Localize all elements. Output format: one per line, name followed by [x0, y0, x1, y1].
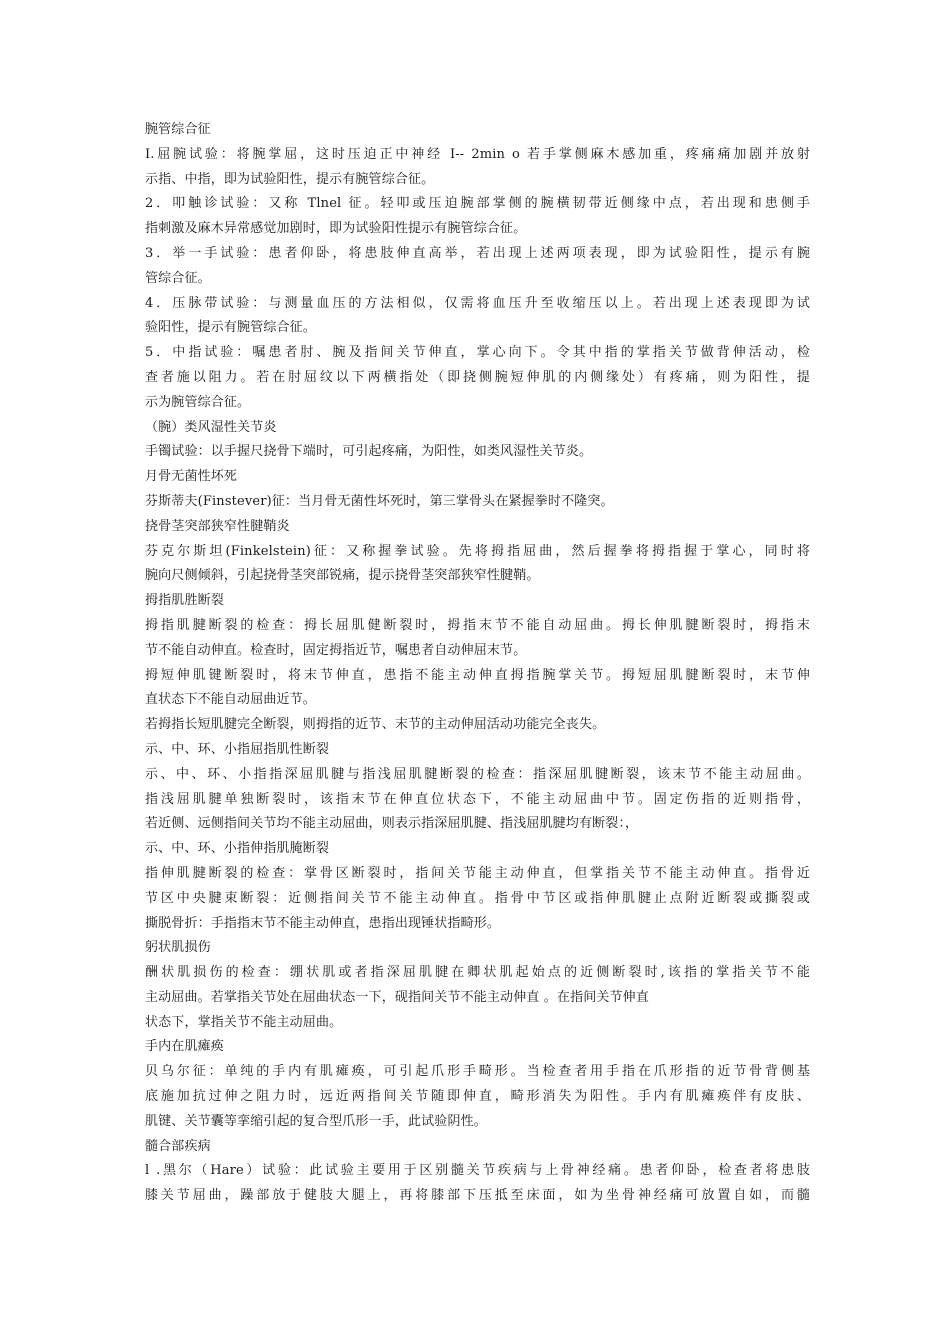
text-line: 5．中指试验：嘱患者肘、腕及指间关节伸直，掌心向下。令其中指的掌指关节做背伸活动，检	[145, 345, 810, 361]
text-line: 肌键、关节囊等挛缩引起的复合型爪形一手，此试验阴性。	[145, 1113, 487, 1129]
text-line: 指伸肌腱断裂的检查：掌骨区断裂时，指间关节能主动伸直，但掌指关节不能主动伸直。指骨近	[145, 865, 810, 881]
text-line: 月骨无菌性坏死	[145, 469, 238, 485]
document-body	[145, 118, 810, 1209]
text-line: 指浅屈肌腱单独断裂时，该指末节在伸直位状态下，不能主动屈曲中节。固定伤指的近则指骨，	[145, 791, 810, 807]
text-line: 拇指肌胜断裂	[145, 593, 224, 609]
text-line: 示、中、环、小指屈指肌性断裂	[145, 741, 330, 757]
text-line: （腕）类风湿性关节炎	[145, 419, 277, 435]
text-line: 挠骨茎突部狭窄性腱鞘炎	[145, 518, 290, 534]
text-line: 拇指肌腱断裂的检查：拇长屈肌健断裂时，拇指末节不能自动屈曲。拇长伸肌腱断裂时，拇指末	[145, 617, 810, 633]
text-line: 示、中、环、小指指深屈肌腱与指浅屈肌腱断裂的检查：指深屈肌腱断裂，该末节不能主动屈曲。	[145, 766, 810, 782]
text-line: 底施加抗过伸之阻力时，远近两指间关节随即伸直，畸形消失为阳性。手内有肌瘫痪伴有皮肤、	[145, 1089, 810, 1105]
text-line: 腕管综合征	[145, 122, 211, 137]
text-line: 示、中、环、小指伸指肌腌断裂	[145, 841, 330, 857]
text-line: 芬克尔斯坦(Finkelstein)征：又称握拳试验。先将拇指屈曲，然后握拳将拇指握于掌心，同时将	[145, 543, 810, 559]
text-line: 膝关节屈曲，躁部放于健肢大腿上，再将膝部下压抵至床面，如为坐骨神经痛可放置自如，而髓	[145, 1188, 810, 1204]
text-line: 撕脱骨折：手指指末节不能主动伸直，患指出现锤状指畸形。	[145, 915, 501, 931]
text-line: 管综合征。	[145, 270, 211, 286]
text-line: 若拇指长短肌腱完全断裂，则拇指的近节、末节的主动伸屈活动功能完全丧失。	[145, 717, 606, 733]
text-line: 酬状肌损伤的检查：绷状肌或者指深屈肌腱在卿状肌起始点的近侧断裂时,该指的掌指关节不能	[145, 965, 810, 981]
text-line: 状态下，掌指关节不能主动屈曲。	[145, 1014, 343, 1030]
text-line: 直状态下不能自动屈曲近节。	[145, 692, 316, 708]
text-line: 躬状肌损伤	[145, 940, 211, 956]
text-line: 主动屈曲。若掌指关节处在屈曲状态一下，砚指间关节不能主动伸直 。在指间关节伸直	[145, 989, 649, 1005]
text-line: 示指、中指，即为试验阳性，提示有腕管综合征。	[145, 171, 435, 187]
text-line: 手内在肌瘫痪	[145, 1039, 224, 1055]
text-line: 手镯试验：以手握尺挠骨下端时，可引起疼痛，为阳性，如类风湿性关节炎。	[145, 444, 593, 460]
text-line: 若近侧、远侧指间关节均不能主动屈曲，则表示指深屈肌腱、指浅屈肌腱均有断裂：，	[145, 816, 639, 832]
text-line: l .黑尔（Hare）试验：此试验主要用于区别髓关节疾病与上骨神经痛。患者仰卧，检查者将患肢	[145, 1163, 810, 1179]
text-line: 节不能自动伸直。检查时，固定拇指近节，嘱患者自动伸屈末节。	[145, 642, 527, 658]
text-line: 3．举一手试验：患者仰卧，将患肢伸直高举，若出现上述两项表现，即为试验阳性，提示有腕	[145, 245, 810, 261]
text-line: 节区中央腱束断裂：近侧指间关节不能主动伸直。指骨中节区或指伸肌腱止点附近断裂或撕裂或	[145, 890, 810, 906]
text-line: 拇短伸肌键断裂时，将末节伸直，患指不能主动伸直拇指腕掌关节。拇短屈肌腱断裂时，末节伸	[145, 667, 810, 683]
text-line: 芬斯蒂夫(Finstever)征：当月骨无菌性坏死时，第三掌骨头在紧握拳时不隆突。	[145, 493, 614, 509]
text-line: I.屈腕试验：将腕掌屈，这时压迫正中神经 I-- 2min o 若手掌侧麻木感加重，疼痛痛加剧并放射	[145, 146, 810, 162]
text-line: 2．叩触诊试验：又称 Tlnel 征。轻叩或压迫腕部掌侧的腕横韧带近侧缘中点，若出现和患侧手	[145, 196, 810, 212]
text-line: 髓合部疾病	[145, 1138, 211, 1154]
text-line: 查者施以阻力。若在肘屈纹以下两横指处（即挠侧腕短伸肌的内侧缘处）有疼痛，则为阳性，提	[145, 369, 810, 385]
text-line: 示为腕管综合征。	[145, 394, 251, 410]
text-line: 4．压脉带试验：与测量血压的方法相似，仅需将血压升至收缩压以上。若出现上述表现即为试	[145, 295, 810, 311]
text-line: 验阳性，提示有腕管综合征。	[145, 320, 316, 336]
text-line: 腕向尺侧倾斜，引起挠骨茎突部锐痛，提示挠骨茎突部狭窄性腱鞘。	[145, 568, 540, 584]
text-line: 指刺激及麻木异常感觉加剧时，即为试验阳性提示有腕管综合征。	[145, 221, 527, 237]
text-line: 贝乌尔征：单纯的手内有肌瘫痪，可引起爪形手畸形。当检查者用手指在爪形指的近节骨背侧基	[145, 1064, 810, 1080]
